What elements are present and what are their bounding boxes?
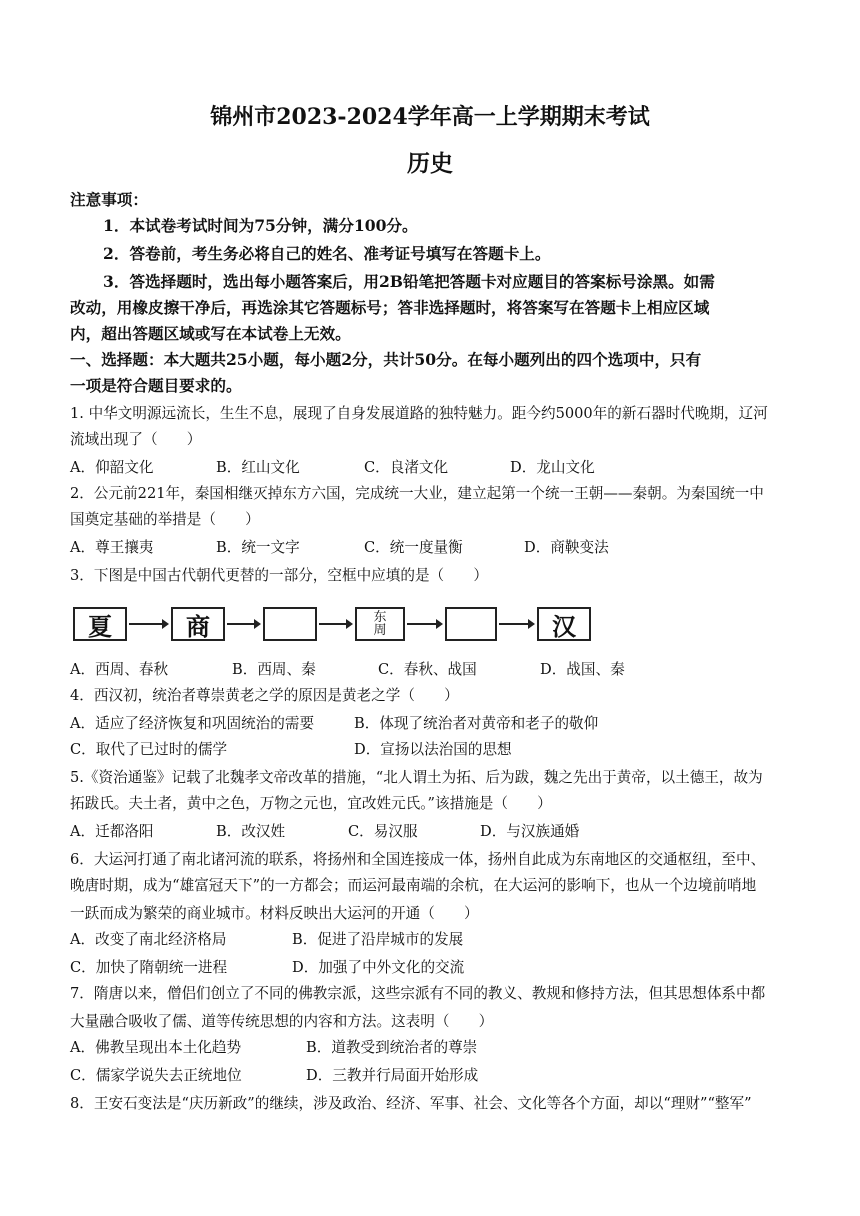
blank-box xyxy=(263,607,317,641)
arrow-icon xyxy=(227,623,259,625)
question-5-text: 5.《资治通鉴》记载了北魏孝文帝改革的措施，“北人谓土为拓、后为跋，魏之先出于黄帝，以土德王，故为 xyxy=(70,769,763,786)
question-1-text: 流域出现了（ ） xyxy=(70,431,202,448)
question-3-option-b: B．西周、秦 xyxy=(232,661,316,678)
blank-box xyxy=(445,607,497,641)
notice-item: 3．答选择题时，选出每小题答案后，用2B铅笔把答题卡对应题目的答案标号涂黑。如需 xyxy=(103,272,715,291)
notice-item: 改动，用橡皮擦干净后，再选涂其它答题标号；答非选择题时，将答案写在答题卡上相应区域 xyxy=(70,298,710,317)
question-8-text: 8．王安石变法是“庆历新政”的继续，涉及政治、经济、军事、社会、文化等各个方面，却以“理财”“整军” xyxy=(70,1095,752,1112)
question-5-option-c: C．易汉服 xyxy=(348,823,418,840)
question-2-option-b: B．统一文字 xyxy=(216,539,300,556)
question-6-option-d: D．加强了中外文化的交流 xyxy=(292,959,465,976)
question-2-option-c: C．统一度量衡 xyxy=(364,539,463,556)
notice-item: 内，超出答题区域或写在本试卷上无效。 xyxy=(70,324,351,343)
question-2-option-a: A．尊王攘夷 xyxy=(70,539,154,556)
question-1-text: 1. 中华文明源远流长，生生不息，展现了自身发展道路的独特魅力。距今约5000年的新石器时代晚期，辽河 xyxy=(70,405,768,422)
question-7-option-c: C．儒家学说失去正统地位 xyxy=(70,1067,242,1084)
section-heading: 一项是符合题目要求的。 xyxy=(70,376,242,395)
question-7-option-d: D．三教并行局面开始形成 xyxy=(306,1067,479,1084)
dynasty-box xyxy=(73,607,127,641)
question-5-option-d: D．与汉族通婚 xyxy=(480,823,580,840)
question-6-option-b: B．促进了沿岸城市的发展 xyxy=(292,931,464,948)
question-6-text: 一跃而成为繁荣的商业城市。材料反映出大运河的开通（ ） xyxy=(70,905,479,922)
exam-title: 锦州市2023-2024学年高一上学期期末考试 xyxy=(210,104,650,130)
question-3-option-a: A．西周、春秋 xyxy=(70,661,169,678)
dynasty-box xyxy=(171,607,225,641)
question-6-text: 晚唐时期，成为“雄富冠天下”的一方都会；而运河最南端的余杭，在大运河的影响下，也从一个边境前哨地 xyxy=(70,877,757,894)
question-2-text: 国奠定基础的举措是（ ） xyxy=(70,511,260,528)
question-7-option-a: A．佛教呈现出本土化趋势 xyxy=(70,1039,242,1056)
arrow-icon xyxy=(407,623,441,625)
question-3-text: 3．下图是中国古代朝代更替的一部分，空框中应填的是（ ） xyxy=(70,567,488,584)
question-3-option-d: D．战国、秦 xyxy=(540,661,625,678)
question-5-text: 拓跋氏。夫土者，黄中之色，万物之元也，宜改姓元氏。”该措施是（ ） xyxy=(70,795,552,812)
dynasty-flowchart xyxy=(73,607,613,647)
arrow-icon xyxy=(129,623,167,625)
question-2-text: 2．公元前221年，秦国相继灭掉东方六国，完成统一大业，建立起第一个统一王朝——秦朝。为秦国统一中 xyxy=(70,485,764,502)
dynasty-box xyxy=(537,607,591,641)
question-7-text: 大量融合吸收了儒、道等传统思想的内容和方法。这表明（ ） xyxy=(70,1013,494,1030)
notice-item: 1．本试卷考试时间为75分钟，满分100分。 xyxy=(103,216,418,235)
question-5-option-a: A．迁都洛阳 xyxy=(70,823,154,840)
question-2-option-d: D．商鞅变法 xyxy=(524,539,609,556)
question-4-text: 4．西汉初，统治者尊崇黄老之学的原因是黄老之学（ ） xyxy=(70,687,459,704)
notice-heading: 注意事项： xyxy=(70,190,148,209)
arrow-icon xyxy=(499,623,533,625)
question-6-option-a: A．改变了南北经济格局 xyxy=(70,931,227,948)
notice-item: 2．答卷前，考生务必将自己的姓名、准考证号填写在答题卡上。 xyxy=(103,244,551,263)
question-1-option-d: D．龙山文化 xyxy=(510,459,595,476)
dynasty-label: 汉 xyxy=(552,611,576,641)
dynasty-label: 商 xyxy=(186,611,210,641)
dynasty-box xyxy=(355,607,405,641)
question-5-option-b: B．改汉姓 xyxy=(216,823,286,840)
question-4-option-d: D．宣扬以法治国的思想 xyxy=(354,741,512,758)
question-6-text: 6．大运河打通了南北诸河流的联系，将扬州和全国连接成一体，扬州自此成为东南地区的交通枢纽，至中、 xyxy=(70,851,766,868)
section-heading: 一、选择题：本大题共25小题，每小题2分，共计50分。在每小题列出的四个选项中，只有 xyxy=(70,350,702,369)
arrow-icon xyxy=(319,623,351,625)
question-6-option-c: C．加快了隋朝统一进程 xyxy=(70,959,228,976)
dynasty-label: 夏 xyxy=(88,611,112,641)
question-4-option-a: A．适应了经济恢复和巩固统治的需要 xyxy=(70,715,315,732)
question-3-option-c: C．春秋、战国 xyxy=(378,661,477,678)
question-1-option-a: A．仰韶文化 xyxy=(70,459,154,476)
dynasty-label: 东周 xyxy=(373,610,387,638)
question-4-option-b: B．体现了统治者对黄帝和老子的敬仰 xyxy=(354,715,599,732)
question-7-text: 7．隋唐以来，僧侣们创立了不同的佛教宗派，这些宗派有不同的教义、教规和修持方法，但其思想体系中都 xyxy=(70,985,766,1002)
question-1-option-c: C．良渚文化 xyxy=(364,459,449,476)
question-1-option-b: B．红山文化 xyxy=(216,459,300,476)
question-7-option-b: B．道教受到统治者的尊崇 xyxy=(306,1039,478,1056)
exam-subject: 历史 xyxy=(407,150,453,177)
question-4-option-c: C．取代了已过时的儒学 xyxy=(70,741,228,758)
